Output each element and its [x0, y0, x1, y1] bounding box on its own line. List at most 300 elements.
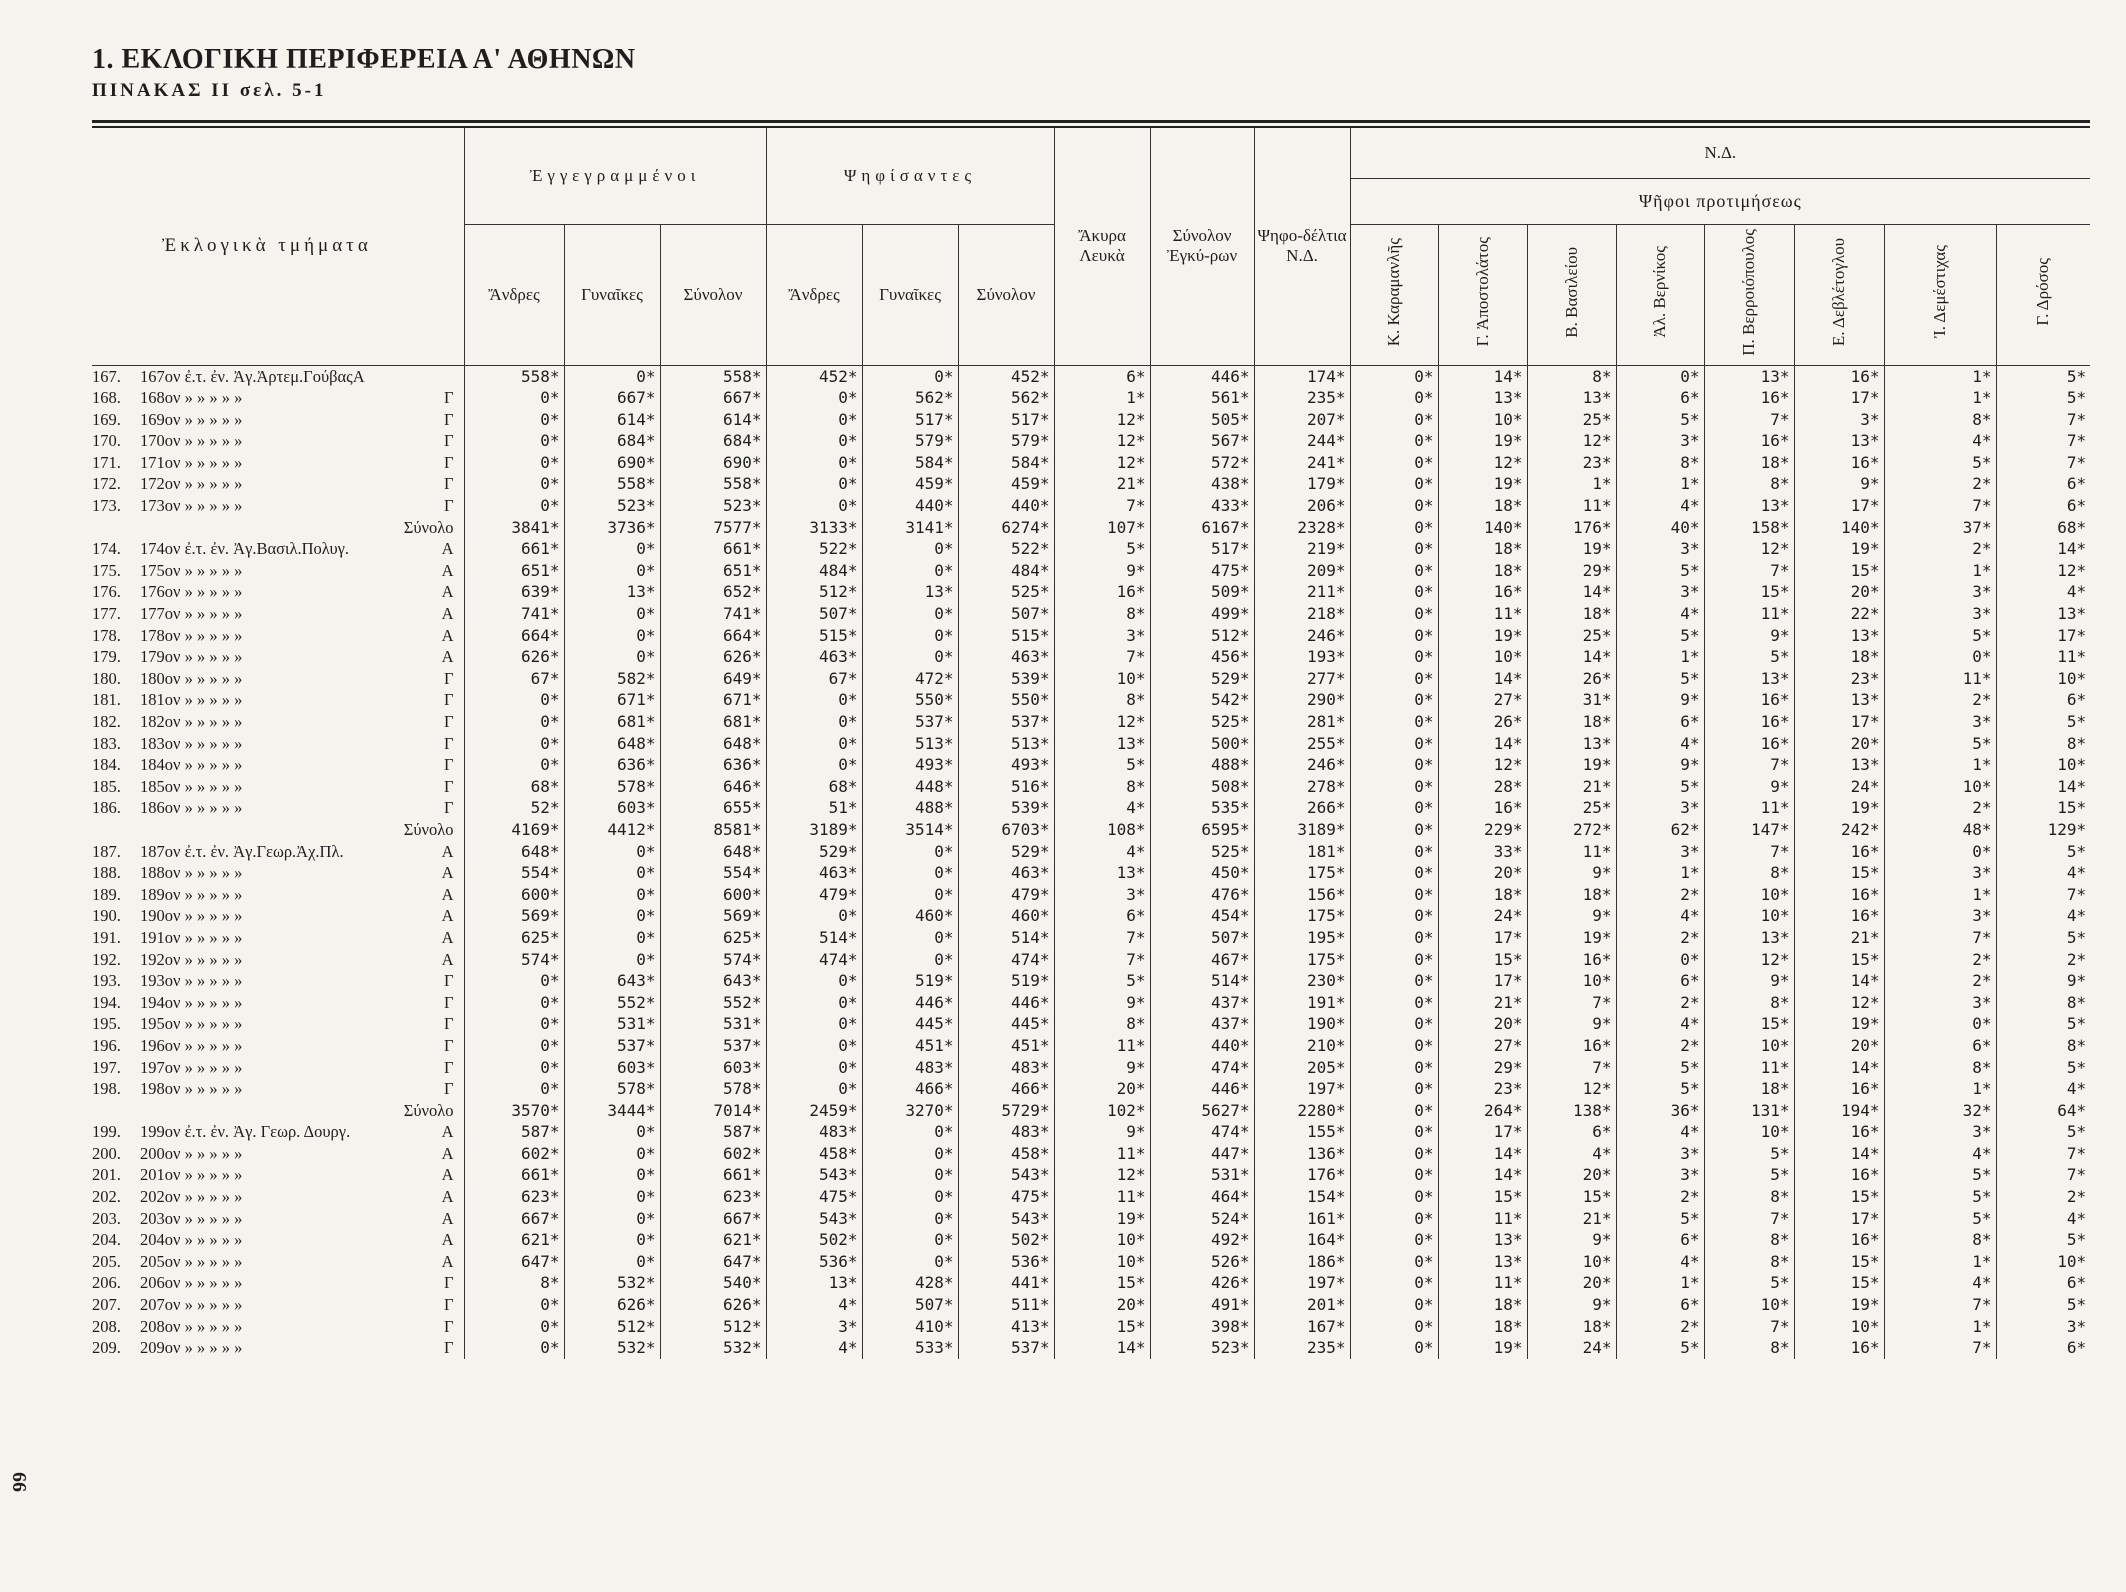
- cell-value: 488*: [862, 797, 958, 819]
- cell-value: 6*: [1996, 473, 2090, 495]
- cell-value: 11*: [1054, 1143, 1150, 1165]
- cell-value: 0*: [1350, 603, 1438, 625]
- section-label: [92, 1316, 464, 1338]
- cell-value: 567*: [1150, 430, 1254, 452]
- cell-value: 12*: [1054, 711, 1150, 733]
- cell-value: 579*: [958, 430, 1054, 452]
- section-district: Γ: [443, 798, 454, 818]
- section-district: Γ: [443, 474, 454, 494]
- cell-value: 623*: [660, 1186, 766, 1208]
- cell-value: 7*: [1704, 754, 1794, 776]
- cell-value: 218*: [1254, 603, 1350, 625]
- cell-value: 0*: [1350, 862, 1438, 884]
- section-district: Α: [441, 647, 454, 667]
- total-row: [92, 819, 2090, 841]
- cell-value: 488*: [1150, 754, 1254, 776]
- section-name: 196ον » » » » »: [140, 1035, 243, 1055]
- cell-value: 4*: [1527, 1143, 1616, 1165]
- cell-value: 539*: [958, 797, 1054, 819]
- cell-value: 413*: [958, 1316, 1054, 1338]
- cell-value: 29*: [1527, 560, 1616, 582]
- section-number: 171.: [92, 452, 121, 472]
- cell-value: 0*: [766, 733, 862, 755]
- section-number: 192.: [92, 949, 121, 969]
- cell-value: 5*: [1996, 387, 2090, 409]
- cell-value: 0*: [564, 603, 660, 625]
- cell-value: 68*: [464, 776, 564, 798]
- section-name: 171ον » » » » »: [140, 452, 243, 472]
- cell-value: 68*: [1996, 517, 2090, 539]
- cell-value: 11*: [1704, 1057, 1794, 1079]
- section-label: [92, 452, 464, 474]
- vot-women-header: Γυναῖκες: [862, 224, 958, 365]
- cell-value: 9*: [1704, 970, 1794, 992]
- cell-value: 1*: [1884, 560, 1996, 582]
- table-row: [92, 689, 2090, 711]
- cell-value: 5*: [1054, 538, 1150, 560]
- cell-value: 26*: [1438, 711, 1527, 733]
- cell-value: 0*: [766, 905, 862, 927]
- cell-value: 8*: [1704, 1251, 1794, 1273]
- cell-value: 3*: [1884, 992, 1996, 1014]
- cell-value: 0*: [766, 1078, 862, 1100]
- cell-value: 16*: [1794, 905, 1884, 927]
- cell-value: 7*: [1884, 495, 1996, 517]
- section-number: 167.: [92, 366, 121, 386]
- cell-value: 14*: [1054, 1337, 1150, 1359]
- cell-value: 277*: [1254, 668, 1350, 690]
- cell-value: 158*: [1704, 517, 1794, 539]
- table-row: [92, 776, 2090, 798]
- cell-value: 600*: [464, 884, 564, 906]
- section-district: Α: [441, 927, 454, 947]
- table-row: [92, 1143, 2090, 1165]
- section-number: 184.: [92, 755, 121, 775]
- cell-value: 18*: [1527, 711, 1616, 733]
- cell-value: 3*: [1996, 1316, 2090, 1338]
- cell-value: 11*: [1438, 1272, 1527, 1294]
- cell-value: 6703*: [958, 819, 1054, 841]
- cell-value: 20*: [1794, 733, 1884, 755]
- cell-value: 27*: [1438, 1035, 1527, 1057]
- cell-value: 603*: [564, 797, 660, 819]
- cell-value: 24*: [1794, 776, 1884, 798]
- cell-value: 0*: [564, 905, 660, 927]
- section-district: Α: [441, 1165, 454, 1185]
- cell-value: 474*: [766, 949, 862, 971]
- section-name: 173ον » » » » »: [140, 496, 243, 516]
- cell-value: 2*: [1884, 970, 1996, 992]
- cell-value: 537*: [564, 1035, 660, 1057]
- section-number: 199.: [92, 1122, 121, 1142]
- cell-value: 0*: [862, 603, 958, 625]
- cell-value: 513*: [958, 733, 1054, 755]
- cell-value: 8*: [1054, 603, 1150, 625]
- section-name: 195ον » » » » »: [140, 1014, 243, 1034]
- cell-value: 67*: [464, 668, 564, 690]
- cell-value: 12*: [1054, 1164, 1150, 1186]
- section-district: Α: [441, 1143, 454, 1163]
- cell-value: 5*: [1616, 625, 1704, 647]
- cell-value: 16*: [1704, 711, 1794, 733]
- cell-value: 281*: [1254, 711, 1350, 733]
- cell-value: 0*: [464, 473, 564, 495]
- cell-value: 14*: [1794, 1057, 1884, 1079]
- candidate-header: Ε. Δεβλέτογλου: [1794, 224, 1884, 365]
- cell-value: 7*: [1704, 841, 1794, 863]
- cell-value: 517*: [1150, 538, 1254, 560]
- section-name: 178ον » » » » »: [140, 625, 243, 645]
- cell-value: 0*: [862, 1121, 958, 1143]
- cell-value: 578*: [564, 776, 660, 798]
- cell-value: 15*: [1054, 1272, 1150, 1294]
- cell-value: 7*: [1704, 1316, 1794, 1338]
- cell-value: 7*: [1054, 646, 1150, 668]
- cell-value: 13*: [1794, 430, 1884, 452]
- cell-value: 16*: [1054, 581, 1150, 603]
- cell-value: 466*: [958, 1078, 1054, 1100]
- cell-value: 210*: [1254, 1035, 1350, 1057]
- section-label: [92, 1272, 464, 1294]
- page-subtitle: ΠΙΝΑΚΑΣ II σελ. 5-1: [92, 80, 327, 101]
- cell-value: 102*: [1054, 1100, 1150, 1122]
- cell-value: 8*: [1054, 776, 1150, 798]
- cell-value: 3*: [1884, 862, 1996, 884]
- section-name: 194ον » » » » »: [140, 992, 243, 1012]
- cell-value: 463*: [766, 646, 862, 668]
- candidate-header: Γ. Δρόσος: [1996, 224, 2090, 365]
- cell-value: 7*: [1704, 560, 1794, 582]
- cell-value: 2*: [1884, 949, 1996, 971]
- cell-value: 543*: [766, 1164, 862, 1186]
- cell-value: 19*: [1527, 754, 1616, 776]
- cell-value: 479*: [766, 884, 862, 906]
- cell-value: 0*: [1350, 1272, 1438, 1294]
- cell-value: 10*: [1704, 905, 1794, 927]
- cell-value: 651*: [464, 560, 564, 582]
- cell-value: 3*: [1616, 1164, 1704, 1186]
- table-row: [92, 1186, 2090, 1208]
- section-district: Γ: [443, 1338, 454, 1358]
- cell-value: 441*: [958, 1272, 1054, 1294]
- cell-value: 2*: [1996, 949, 2090, 971]
- cell-value: 514*: [1150, 970, 1254, 992]
- section-label: [92, 365, 464, 387]
- section-name: 205ον » » » » »: [140, 1251, 243, 1271]
- cell-value: 0*: [862, 560, 958, 582]
- reg-men-header: Ἄνδρες: [464, 224, 564, 365]
- cell-value: 1*: [1616, 473, 1704, 495]
- cell-value: 648*: [660, 841, 766, 863]
- section-district: Γ: [443, 712, 454, 731]
- cell-value: 10*: [1054, 668, 1150, 690]
- ballots-header: Ψηφο-δέλτια Ν.Δ.: [1254, 128, 1350, 365]
- cell-value: 661*: [464, 1164, 564, 1186]
- cell-value: 483*: [958, 1121, 1054, 1143]
- cell-value: 4*: [1996, 1078, 2090, 1100]
- cell-value: 539*: [958, 668, 1054, 690]
- cell-value: 174*: [1254, 365, 1350, 387]
- preference-header: Ψῆφοι προτιμήσεως: [1350, 178, 2090, 224]
- section-number: 183.: [92, 733, 121, 753]
- table-row: [92, 625, 2090, 647]
- cell-value: 0*: [464, 733, 564, 755]
- cell-value: 636*: [660, 754, 766, 776]
- section-label: [92, 689, 464, 711]
- cell-value: 12*: [1438, 754, 1527, 776]
- cell-value: 667*: [564, 387, 660, 409]
- cell-value: 17*: [1996, 625, 2090, 647]
- section-district: Α: [441, 884, 454, 904]
- cell-value: 0*: [862, 1143, 958, 1165]
- cell-value: 5*: [1704, 646, 1794, 668]
- cell-value: 7*: [1884, 1337, 1996, 1359]
- cell-value: 479*: [958, 884, 1054, 906]
- cell-value: 484*: [766, 560, 862, 582]
- top-rule: [92, 120, 2090, 123]
- cell-value: 558*: [464, 365, 564, 387]
- cell-value: 0*: [464, 452, 564, 474]
- cell-value: 32*: [1884, 1100, 1996, 1122]
- section-district: Α: [441, 906, 454, 926]
- section-name: 209ον » » » » »: [140, 1338, 243, 1358]
- cell-value: 0*: [1350, 1100, 1438, 1122]
- cell-value: 3*: [1794, 409, 1884, 431]
- cell-value: 464*: [1150, 1186, 1254, 1208]
- table-row: [92, 581, 2090, 603]
- section-district: Γ: [443, 992, 454, 1012]
- cell-value: 0*: [862, 862, 958, 884]
- cell-value: 525*: [1150, 711, 1254, 733]
- cell-value: 13*: [1794, 689, 1884, 711]
- cell-value: 5*: [1996, 365, 2090, 387]
- cell-value: 0*: [862, 1186, 958, 1208]
- cell-value: 16*: [1794, 1164, 1884, 1186]
- cell-value: 0*: [464, 1078, 564, 1100]
- cell-value: 684*: [660, 430, 766, 452]
- cell-value: 8*: [1054, 689, 1150, 711]
- cell-value: 235*: [1254, 1337, 1350, 1359]
- cell-value: 140*: [1438, 517, 1527, 539]
- cell-value: 48*: [1884, 819, 1996, 841]
- cell-value: 5*: [1884, 625, 1996, 647]
- cell-value: 19*: [1794, 1294, 1884, 1316]
- cell-value: 626*: [464, 646, 564, 668]
- cell-value: 2*: [1616, 927, 1704, 949]
- cell-value: 9*: [1527, 1294, 1616, 1316]
- cell-value: 18*: [1527, 1316, 1616, 1338]
- cell-value: 241*: [1254, 452, 1350, 474]
- section-district: Α: [441, 949, 454, 969]
- cell-value: 10*: [1704, 1121, 1794, 1143]
- cell-value: 1*: [1616, 862, 1704, 884]
- cell-value: 3*: [1884, 603, 1996, 625]
- cell-value: 4*: [1054, 841, 1150, 863]
- cell-value: 12*: [1054, 430, 1150, 452]
- cell-value: 0*: [1350, 517, 1438, 539]
- cell-value: 0*: [464, 387, 564, 409]
- section-label: [92, 776, 464, 798]
- cell-value: 0*: [464, 1294, 564, 1316]
- cell-value: 10*: [1704, 1035, 1794, 1057]
- section-district: Γ: [443, 1273, 454, 1293]
- section-district: Γ: [443, 1035, 454, 1055]
- cell-value: 0*: [1350, 1143, 1438, 1165]
- cell-value: 0*: [564, 1121, 660, 1143]
- cell-value: 446*: [862, 992, 958, 1014]
- cell-value: 19*: [1438, 625, 1527, 647]
- cell-value: 13*: [766, 1272, 862, 1294]
- section-number: 178.: [92, 625, 121, 645]
- cell-value: 10*: [1704, 884, 1794, 906]
- cell-value: 179*: [1254, 473, 1350, 495]
- cell-value: 558*: [564, 473, 660, 495]
- cell-value: 513*: [862, 733, 958, 755]
- section-number: 209.: [92, 1338, 121, 1358]
- section-name: 186ον » » » » »: [140, 798, 243, 818]
- cell-value: 17*: [1794, 387, 1884, 409]
- section-label: [92, 495, 464, 517]
- section-number: 189.: [92, 884, 121, 904]
- cell-value: 0*: [1350, 581, 1438, 603]
- cell-value: 3*: [1616, 581, 1704, 603]
- cell-value: 646*: [660, 776, 766, 798]
- section-number: 168.: [92, 388, 121, 408]
- cell-value: 207*: [1254, 409, 1350, 431]
- section-name: 202ον » » » » »: [140, 1187, 243, 1207]
- section-district: Α: [441, 1187, 454, 1207]
- section-label: [92, 1143, 464, 1165]
- cell-value: 186*: [1254, 1251, 1350, 1273]
- section-label: [92, 1121, 464, 1143]
- cell-value: 3133*: [766, 517, 862, 539]
- cell-value: 219*: [1254, 538, 1350, 560]
- section-number: 204.: [92, 1230, 121, 1250]
- cell-value: 572*: [1150, 452, 1254, 474]
- cell-value: 0*: [564, 927, 660, 949]
- cell-value: 161*: [1254, 1208, 1350, 1230]
- cell-value: 6*: [1616, 970, 1704, 992]
- cell-value: 15*: [1794, 1272, 1884, 1294]
- cell-value: 16*: [1794, 365, 1884, 387]
- cell-value: 13*: [1704, 495, 1794, 517]
- cell-value: 15*: [1704, 581, 1794, 603]
- candidate-header: Β. Βασιλείου: [1527, 224, 1616, 365]
- section-name: 201ον » » » » »: [140, 1165, 243, 1185]
- cell-value: 246*: [1254, 625, 1350, 647]
- section-label: [92, 1057, 464, 1079]
- cell-value: 7*: [1996, 1143, 2090, 1165]
- cell-value: 3*: [1616, 797, 1704, 819]
- cell-value: 625*: [660, 927, 766, 949]
- cell-value: 23*: [1527, 452, 1616, 474]
- section-label: [92, 1100, 464, 1122]
- cell-value: 5*: [1996, 1013, 2090, 1035]
- section-district: Γ: [443, 1014, 454, 1034]
- cell-value: 8*: [1527, 365, 1616, 387]
- table-row: [92, 409, 2090, 431]
- cell-value: 550*: [958, 689, 1054, 711]
- cell-value: 17*: [1794, 495, 1884, 517]
- cell-value: 9*: [1704, 625, 1794, 647]
- cell-value: 195*: [1254, 927, 1350, 949]
- cell-value: 6*: [1054, 905, 1150, 927]
- cell-value: 27*: [1438, 689, 1527, 711]
- cell-value: 12*: [1438, 452, 1527, 474]
- table-row: [92, 884, 2090, 906]
- section-name: 191ον » » » » »: [140, 927, 243, 947]
- section-label: [92, 841, 464, 863]
- cell-value: 140*: [1794, 517, 1884, 539]
- section-number: 191.: [92, 927, 121, 947]
- cell-value: 11*: [1527, 841, 1616, 863]
- cell-value: 12*: [1996, 560, 2090, 582]
- cell-value: 507*: [958, 603, 1054, 625]
- cell-value: 11*: [1884, 668, 1996, 690]
- cell-value: 0*: [862, 1229, 958, 1251]
- cell-value: 0*: [1350, 689, 1438, 711]
- cell-value: 20*: [1438, 862, 1527, 884]
- section-label: [92, 733, 464, 755]
- cell-value: 1*: [1884, 387, 1996, 409]
- section-district: Γ: [443, 388, 454, 408]
- cell-value: 4*: [1996, 862, 2090, 884]
- cell-value: 447*: [1150, 1143, 1254, 1165]
- cell-value: 648*: [464, 841, 564, 863]
- cell-value: 24*: [1527, 1337, 1616, 1359]
- cell-value: 19*: [1438, 1337, 1527, 1359]
- cell-value: 0*: [464, 711, 564, 733]
- cell-value: 16*: [1794, 1078, 1884, 1100]
- cell-value: 10*: [1438, 646, 1527, 668]
- cell-value: 636*: [564, 754, 660, 776]
- vot-total-header: Σύνολον: [958, 224, 1054, 365]
- total-label: Σύνολο: [403, 1100, 454, 1120]
- cell-value: 526*: [1150, 1251, 1254, 1273]
- cell-value: 5*: [1996, 1121, 2090, 1143]
- section-name: 192ον » » » » »: [140, 949, 243, 969]
- cell-value: 508*: [1150, 776, 1254, 798]
- cell-value: 10*: [1438, 409, 1527, 431]
- section-district: Γ: [443, 690, 454, 710]
- cell-value: 574*: [464, 949, 564, 971]
- cell-value: 3*: [1884, 711, 1996, 733]
- section-name: 169ον » » » » »: [140, 409, 243, 429]
- section-label: [92, 819, 464, 841]
- cell-value: 529*: [958, 841, 1054, 863]
- section-label: [92, 797, 464, 819]
- cell-value: 2328*: [1254, 517, 1350, 539]
- section-name: 170ον » » » » »: [140, 431, 243, 451]
- cell-value: 459*: [862, 473, 958, 495]
- cell-value: 0*: [1350, 711, 1438, 733]
- cell-value: 0*: [862, 1164, 958, 1186]
- table-row: [92, 1294, 2090, 1316]
- cell-value: 19*: [1527, 927, 1616, 949]
- section-name: 204ον » » » » »: [140, 1230, 243, 1250]
- section-label: [92, 1229, 464, 1251]
- cell-value: 7*: [1704, 409, 1794, 431]
- cell-value: 8*: [1616, 452, 1704, 474]
- cell-value: 12*: [1527, 430, 1616, 452]
- section-district: Α: [441, 582, 454, 602]
- cell-value: 6*: [1054, 365, 1150, 387]
- cell-value: 193*: [1254, 646, 1350, 668]
- cell-value: 4*: [1884, 1143, 1996, 1165]
- cell-value: 16*: [1438, 581, 1527, 603]
- cell-value: 483*: [862, 1057, 958, 1079]
- cell-value: 4*: [766, 1337, 862, 1359]
